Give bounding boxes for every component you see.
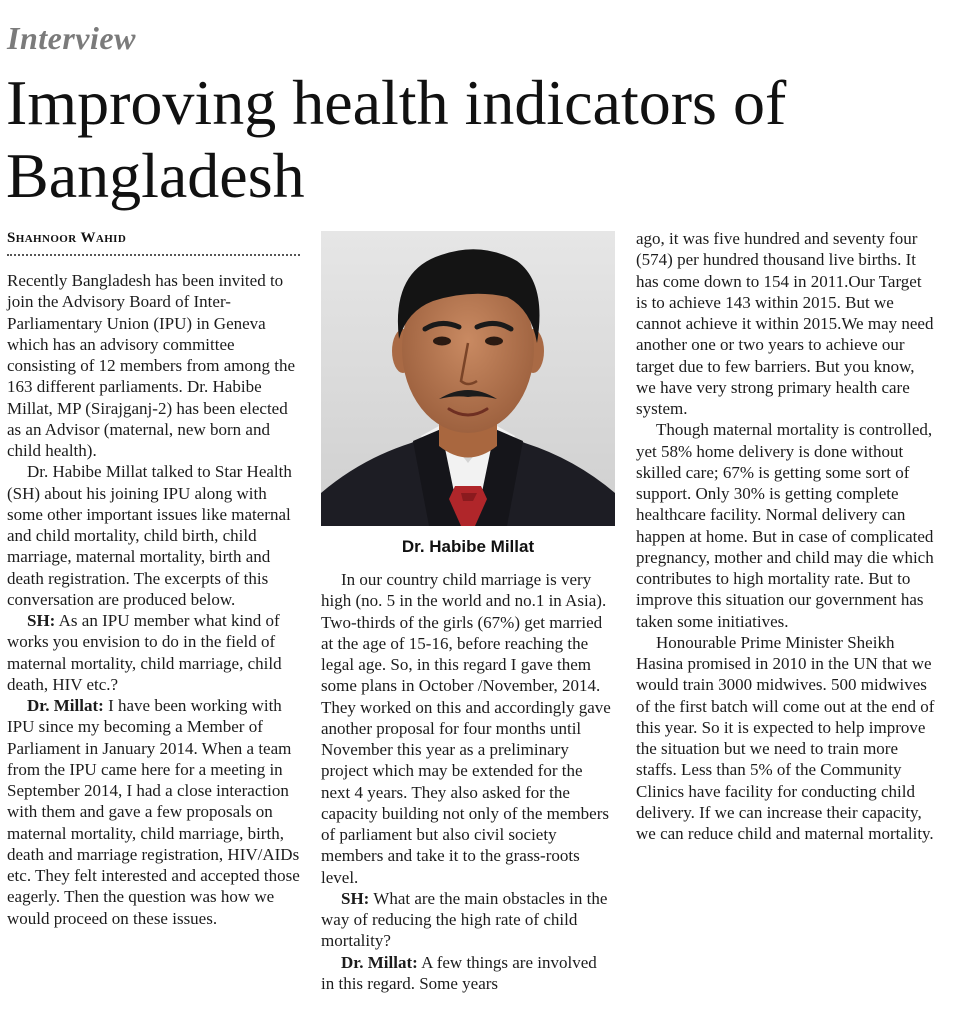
- answer-2: [321, 952, 613, 995]
- body-paragraph: Honourable Prime Minister Sheikh Hasina promised in 2010 in the UN that we would train 3000 midwives. 500 midwives of the first batch will come out at the end of this year. So it is expected to help improve the situation but we need to train more staffs. Less than 5% of the Community Clinics have facility for conducting child delivery. If we can increase their capacity, we can reduce child and maternal mortality.: [636, 632, 935, 843]
- article-column-2: [321, 569, 613, 994]
- body-paragraph: Though maternal mortality is controlled, yet 58% home delivery is done without skilled care; 67% is getting some sort of support. Only 30% is getting complete healthcare facility. Normal delivery can happen at home. But in case of complicated pregnancy, mother and child may die which contributes to high mortality rate. But to improve this situation our government has taken some initiatives.: [636, 420, 934, 631]
- speaker-label: SH:: [27, 611, 56, 630]
- speaker-label: Dr. Millat:: [341, 952, 418, 972]
- answer-text: A few things are involved in this regard. Some years: [321, 952, 597, 993]
- question-2: [321, 888, 613, 952]
- portrait-photo: [321, 231, 615, 526]
- article-column-1: [7, 270, 303, 929]
- section-label: Interview: [7, 20, 136, 56]
- photo-caption: Dr. Habibe Millat: [401, 537, 535, 556]
- speaker-label: SH:: [341, 888, 370, 908]
- article-column-3: [636, 228, 936, 844]
- question-text: What are the main obstacles in the way of reducing the high rate of child mortality?: [321, 888, 608, 951]
- byline: Shahnoor Wahid: [7, 230, 127, 246]
- speaker-label: Dr. Millat:: [27, 696, 104, 715]
- headline: Improving health indicators of Bangladesh: [6, 67, 787, 211]
- question-1: [7, 610, 303, 695]
- context-paragraph: Dr. Habibe Millat talked to Star Health (SH) about his joining IPU along with some other important issues like maternal and child mortality, child birth, child marriage, maternal mortality, birth and death registration. The excerpts of this conversation are produced below.: [7, 462, 292, 609]
- portrait-illustration: [321, 231, 615, 526]
- question-text: As an IPU member what kind of works you envision to do in the field of maternal mortality, child marriage, child death, HIV etc.?: [7, 611, 282, 694]
- byline-divider: [7, 254, 300, 256]
- body-paragraph: In our country child marriage is very high (no. 5 in the world and no.1 in Asia). Two-thirds of the girls (67%) get married at the age of 15-16, before reaching the legal age. So, in this regard I gave them some plans in October /November, 2014. They worked on this and accordingly gave another proposal for four months until November this year as a preliminary project which may be extended for the next 4 years. They also asked for the capacity building not only of the members of parliament but also civil society members and take it to the grass-roots level.: [321, 570, 611, 887]
- answer-text: I have been working with IPU since my becoming a Member of Parliament in January 2014. When a team from the IPU came here for a meeting in September 2014, I had a close interaction with them and gave a few proposals on maternal mortality, child marriage, birth, death and marriage registration, HIV/AIDs etc. They felt interested and accepted those eagerly. Then the question was how we would proceed on these issues.: [7, 696, 300, 928]
- answer-1: [7, 695, 303, 929]
- body-paragraph: ago, it was five hundred and seventy four (574) per hundred thousand live births. It has come down to 154 in 2011.Our Target is to achieve 143 within 2015. But we cannot achieve it within 2015.We may need another one or two years to achieve our target due to few barriers. But you know, we have very strong primary health care system.: [636, 229, 934, 418]
- intro-paragraph: Recently Bangladesh has been invited to join the Advisory Board of Inter-Parliamentary Union (IPU) in Geneva which has an advisory committee consisting of 12 members from among the 163 different parliaments. Dr. Habibe Millat, MP (Sirajganj-2) has been elected as an Advisor (maternal, new born and child health).: [7, 271, 296, 460]
